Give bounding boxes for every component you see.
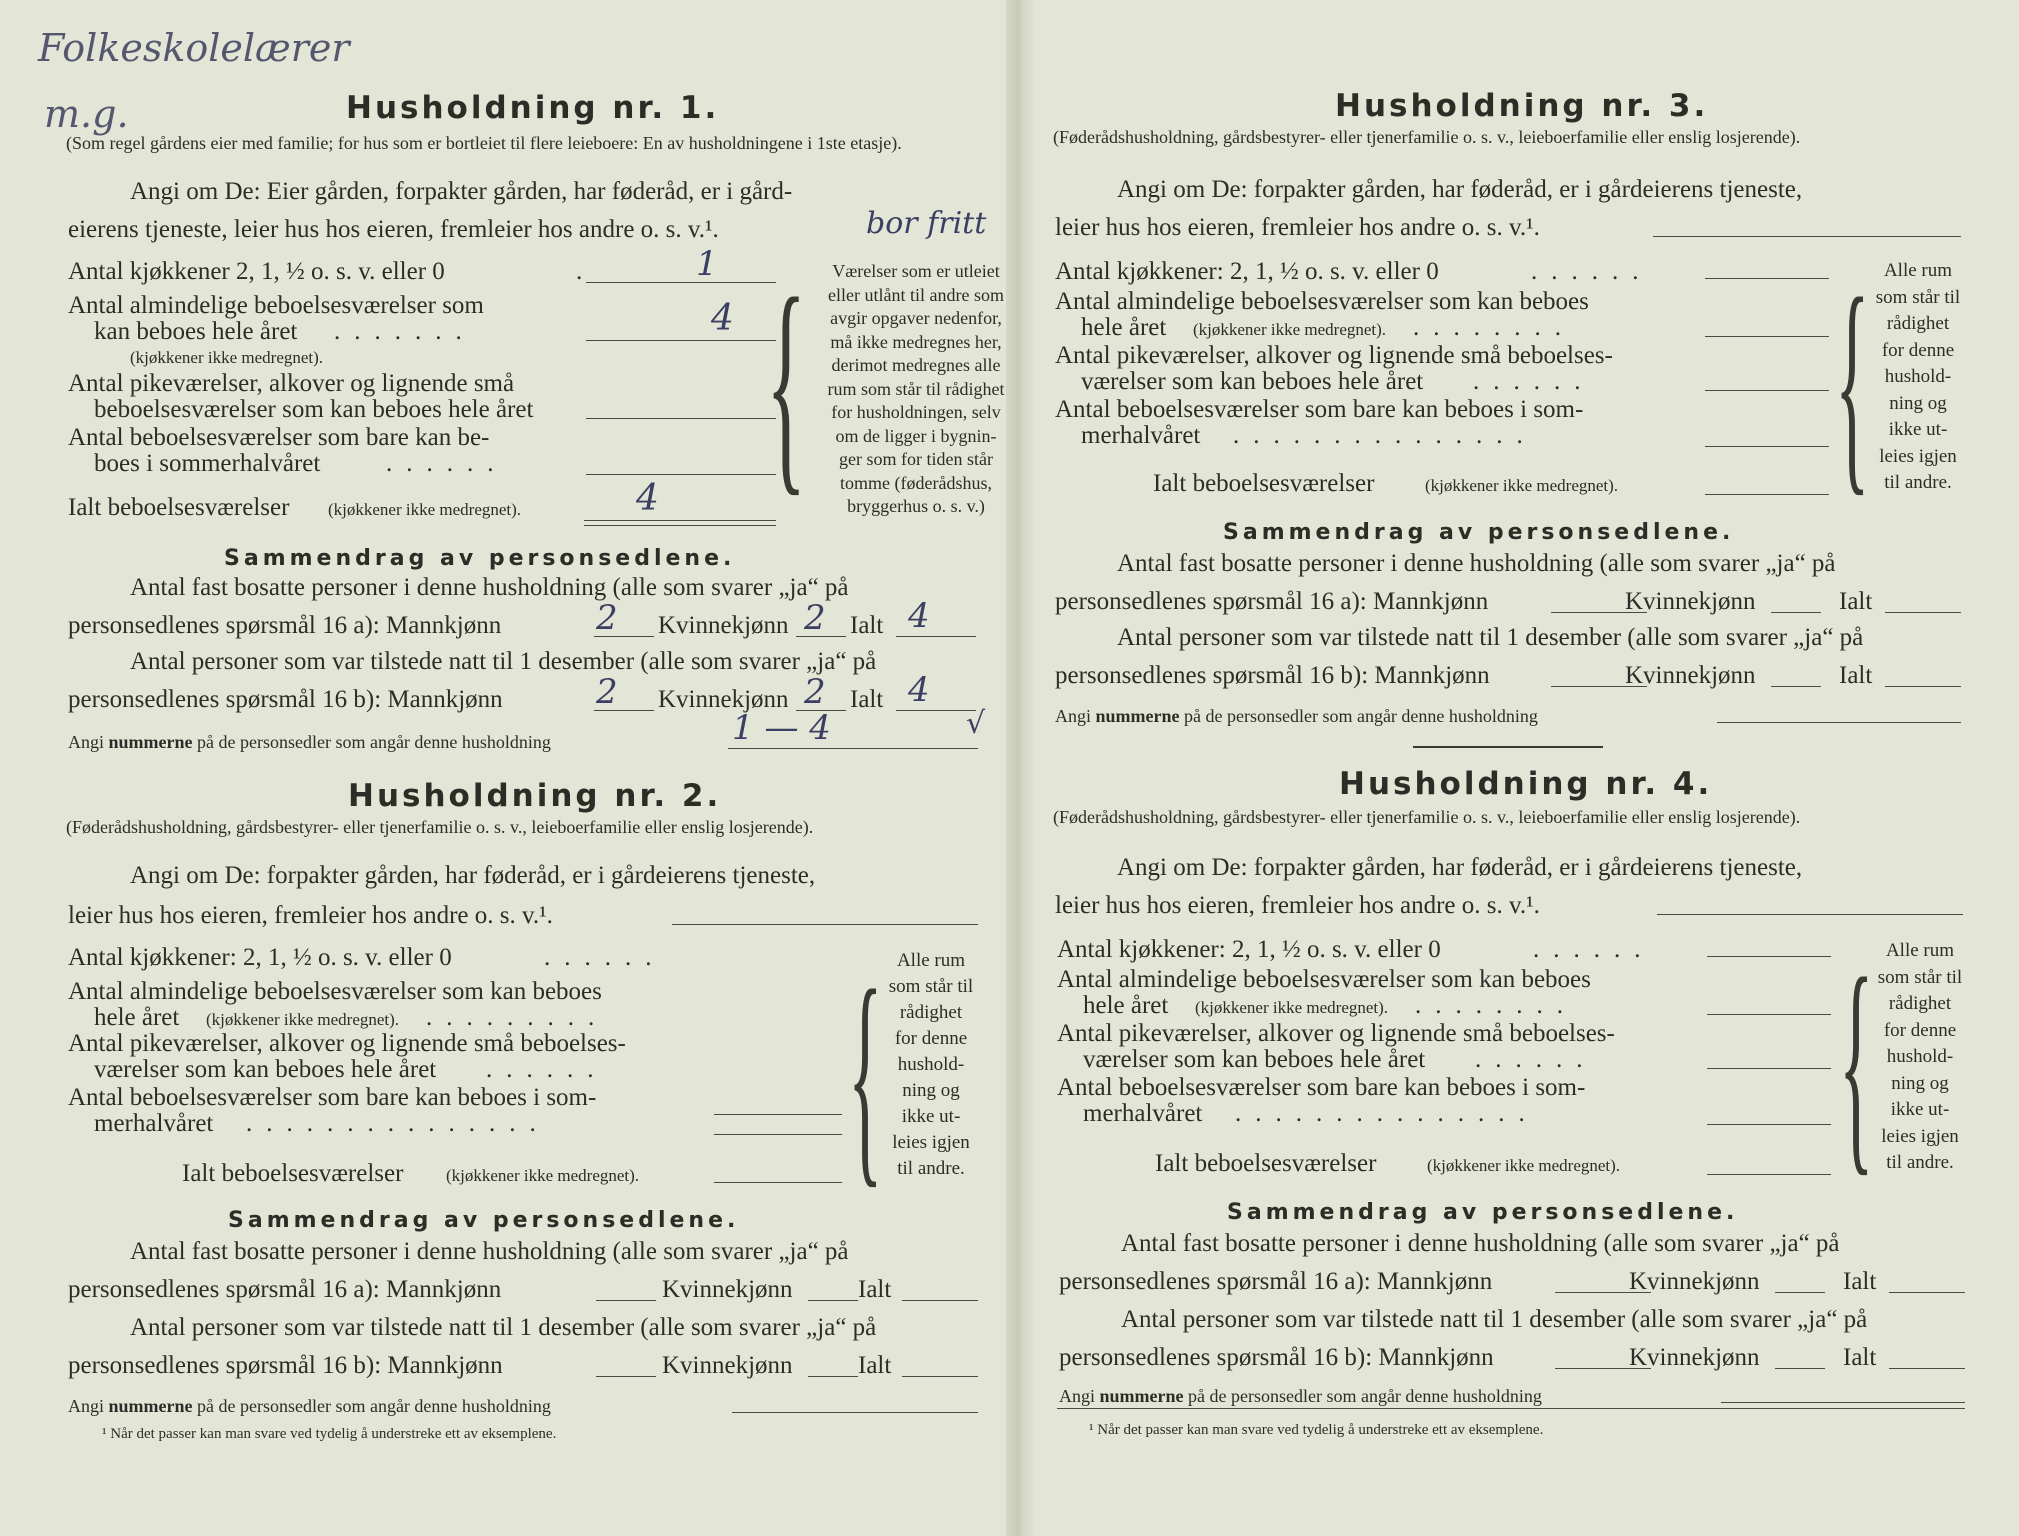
h2-a-female-line [808, 1300, 858, 1301]
h4-a-total-label: Ialt [1843, 1268, 1877, 1295]
h3-a-female-label: Kvinnekjønn [1625, 588, 1756, 615]
h4-nummer-line-2 [1057, 1408, 1965, 1409]
h4-kitchens-dots: ...... [1533, 936, 1655, 963]
h1-summary-a-line2: personsedlenes spørsmål 16 a): Mannkjønn [68, 612, 502, 639]
h4-summary-a-line1: Antal fast bosatte personer i denne husholdning (alle som svarer „ja“ på [1121, 1230, 1840, 1257]
h1-kitchens-dots: . [576, 258, 597, 285]
h1-side-note-line: tomme (føderådshus, [840, 472, 992, 493]
h2-summer-line1: Antal beboelsesværelser som bare kan beboes i som- [68, 1084, 597, 1111]
h4-b-total-label: Ialt [1843, 1344, 1877, 1371]
h1-a-male-value[interactable]: 2 [596, 598, 618, 638]
h2-total-line [714, 1182, 842, 1183]
h4-summer-line [1707, 1124, 1831, 1125]
h1-summer-dots: ...... [386, 450, 508, 477]
h1-total-paren: (kjøkkener ikke medregnet). [328, 500, 522, 519]
h2-side-note-line: ning og [902, 1080, 960, 1101]
h2-summary-title: Sammendrag av personsedlene. [228, 1208, 740, 1233]
h3-summary-b-line1: Antal personer som var tilstede natt til 1 desember (alle som svarer „ja“ på [1117, 624, 1864, 651]
page-fold [1006, 0, 1034, 1536]
h2-nummer-line [732, 1412, 978, 1413]
h4-a-female-line [1775, 1292, 1825, 1293]
h2-side-note-line: Alle rum [896, 950, 966, 971]
h4-a-total-line [1889, 1292, 1965, 1293]
h2-angi-line [672, 924, 978, 925]
h3-angi-line2: leier hus hos eieren, fremleier hos andre o. s. v.¹. [1055, 214, 1540, 241]
h2-b-female-line [808, 1376, 858, 1377]
h2-summary-b-line1: Antal personer som var tilstede natt til 1 desember (alle som svarer „ja“ på [130, 1314, 877, 1341]
h1-side-note-line: derimot medregnes alle [831, 355, 1001, 375]
h3-a-total-label: Ialt [1839, 588, 1873, 615]
h3-title: Husholdning nr. 3. [1335, 88, 1709, 124]
h2-b-total-label: Ialt [858, 1352, 892, 1379]
h2-summer-dots: ............... [246, 1110, 550, 1137]
h1-angi-line2: eierens tjeneste, leier hus hos eieren, fremleier hos andre o. s. v.¹. [68, 216, 719, 243]
h2-small-line1: Antal pikeværelser, alkover og lignende små beboelses- [68, 1030, 626, 1057]
h4-nummer-bold: nummerne [1099, 1386, 1184, 1406]
h4-rooms-line2: hele året [1083, 992, 1169, 1019]
h2-footnote: ¹ Når det passer kan man svare ved tydelig å understreke ett av eksemplene. [102, 1426, 557, 1442]
h2-side-note-line: for denne [894, 1028, 968, 1049]
h1-summary-a-line1: Antal fast bosatte personer i denne husholdning (alle som svarer „ja“ på [130, 574, 849, 601]
h1-side-note-line: for husholdningen, selv [831, 402, 1001, 422]
h1-nummer-label [68, 732, 551, 753]
h3-angi-line1: Angi om De: forpakter gården, har føderåd, er i gårdeierens tjeneste, [1117, 176, 1803, 203]
h2-angi-line1: Angi om De: forpakter gården, har føderåd, er i gårdeierens tjeneste, [130, 862, 816, 889]
h3-small-dots: ...... [1473, 368, 1595, 395]
h2-nummer-label [68, 1396, 551, 1417]
h3-side-note-line: for denne [1881, 339, 1955, 361]
margin-note-initials: m.g. [44, 92, 129, 136]
h1-kitchens-value[interactable]: 1 [696, 244, 718, 284]
h4-summer-line1: Antal beboelsesværelser som bare kan beboes i som- [1057, 1074, 1586, 1101]
h2-summer-line2: merhalvåret [94, 1110, 214, 1137]
h1-b-total-line [896, 710, 976, 711]
h3-side-note-line: til andre. [1884, 472, 1952, 493]
h4-angi-line2: leier hus hos eieren, fremleier hos andre o. s. v.¹. [1055, 892, 1540, 919]
h3-side-note-line: som står til [1875, 286, 1961, 308]
h1-b-total-label: Ialt [850, 686, 884, 713]
h3-small-line2: værelser som kan beboes hele året [1081, 368, 1424, 395]
h1-summer-line1: Antal beboelsesværelser som bare kan be- [68, 424, 490, 451]
h3-side-note-line: ikke ut- [1888, 419, 1948, 440]
h2-a-total-line [902, 1300, 978, 1301]
h3-summer-line1: Antal beboelsesværelser som bare kan beboes i som- [1055, 396, 1584, 423]
h3-angi-line [1653, 236, 1961, 237]
h1-kitchens-label: Antal kjøkkener 2, 1, ½ o. s. v. eller 0 [68, 258, 445, 285]
h3-b-female-label: Kvinnekjønn [1625, 662, 1756, 689]
h3-nummer-line [1717, 722, 1961, 723]
h4-b-female-label: Kvinnekjønn [1629, 1344, 1760, 1371]
h1-title: Husholdning nr. 1. [346, 90, 720, 126]
h2-side-brace: { [848, 941, 883, 1207]
h1-nummer-line [728, 748, 978, 749]
h1-small-rooms-line [586, 418, 776, 419]
h1-summer-line2: boes i sommerhalvåret [94, 450, 321, 477]
h1-summary-b-line1: Antal personer som var tilstede natt til 1 desember (alle som svarer „ja“ på [130, 648, 877, 675]
h4-summer-dots: ............... [1235, 1100, 1539, 1127]
h1-side-note-line: Værelser som er utleiet [832, 261, 1000, 281]
h2-total-label: Ialt beboelsesværelser [182, 1160, 404, 1187]
margin-note-occupation: Folkeskolelærer [38, 26, 350, 70]
h4-nummer-line [1721, 1402, 1965, 1403]
h1-summary-title: Sammendrag av personsedlene. [224, 546, 736, 571]
h3-small-line1: Antal pikeværelser, alkover og lignende små beboelses- [1055, 342, 1613, 369]
h4-nummer-post: på de personsedler som angår denne husholdning [1188, 1386, 1542, 1406]
h1-nummer-pre: Angi [68, 732, 104, 752]
h2-title: Husholdning nr. 2. [348, 778, 722, 814]
h3-b-total-label: Ialt [1839, 662, 1873, 689]
h4-small-line [1707, 1068, 1831, 1069]
h4-summary-title: Sammendrag av personsedlene. [1227, 1200, 1739, 1225]
h4-small-dots: ...... [1475, 1046, 1597, 1073]
h3-summer-line2: merhalvåret [1081, 422, 1201, 449]
h1-rooms-dots: ....... [334, 318, 476, 345]
h1-side-note-line: eller utlånt til andre som [828, 284, 1004, 305]
h1-kitchens-line [586, 282, 776, 283]
h4-rooms-note: (kjøkkener ikke medregnet). [1195, 998, 1389, 1017]
h1-side-note-line: rum som står til rådighet [827, 378, 1005, 399]
h1-nummer-bold: nummerne [108, 732, 193, 752]
h2-summer-line-b [714, 1134, 842, 1135]
h2-note: (Føderådshusholdning, gårdsbestyrer- eller tjenerfamilie o. s. v., leieboerfamilie eller enslig losjerende). [66, 817, 814, 837]
h3-summary-a-line2: personsedlenes spørsmål 16 a): Mannkjønn [1055, 588, 1489, 615]
h1-side-note-line: må ikke medregnes her, [830, 331, 1002, 352]
h3-summer-dots: ............... [1233, 422, 1537, 449]
h3-side-note-line: hushold- [1884, 366, 1952, 387]
h3-side-note-line: Alle rum [1883, 260, 1953, 281]
h3-b-female-line [1771, 686, 1821, 687]
h2-side-note [856, 948, 1006, 1182]
h1-side-note-line: ger som for tiden står [839, 449, 993, 469]
h4-angi-line [1657, 914, 1963, 915]
h1-side-note-line: om de ligger i bygnin- [835, 425, 997, 446]
h4-summary-b-line1: Antal personer som var tilstede natt til 1 desember (alle som svarer „ja“ på [1121, 1306, 1868, 1333]
h1-summary-b-line2: personsedlenes spørsmål 16 b): Mannkjønn [68, 686, 503, 713]
h3-note: (Føderådshusholdning, gårdsbestyrer- eller tjenerfamilie o. s. v., leieboerfamilie eller enslig losjerende). [1053, 127, 1801, 147]
h1-rooms-line1: Antal almindelige beboelsesværelser som [68, 292, 484, 319]
h4-footnote: ¹ Når det passer kan man svare ved tydelig å understreke ett av eksemplene. [1089, 1422, 1544, 1438]
h4-side-note-line: Alle rum [1885, 940, 1955, 961]
h2-b-total-line [902, 1376, 978, 1377]
h2-nummer-pre: Angi [68, 1396, 104, 1416]
h3-rooms-line [1705, 336, 1829, 337]
h2-rooms-line1: Antal almindelige beboelsesværelser som kan beboes [68, 978, 602, 1005]
h3-nummer-pre: Angi [1055, 706, 1091, 726]
h1-a-total-label: Ialt [850, 612, 884, 639]
h3-total-label: Ialt beboelsesværelser [1153, 470, 1375, 497]
h1-rooms-line2: kan beboes hele året [94, 318, 298, 345]
h1-nummer-post: på de personsedler som angår denne husholdning [197, 732, 551, 752]
h1-a-total-value[interactable]: 4 [908, 596, 930, 636]
h2-side-note-line: hushold- [897, 1054, 965, 1075]
h3-nummer-post: på de personsedler som angår denne husholdning [1184, 706, 1538, 726]
h2-a-total-label: Ialt [858, 1276, 892, 1303]
h1-total-line [584, 520, 776, 521]
h2-nummer-bold: nummerne [108, 1396, 193, 1416]
h4-side-note [1845, 938, 1995, 1177]
h4-rooms-line [1707, 1014, 1831, 1015]
h2-summer-line-a [714, 1114, 842, 1115]
h2-side-note-line: som står til [888, 976, 974, 997]
h4-kitchens-line [1707, 956, 1831, 957]
h3-summary-b-line2: personsedlenes spørsmål 16 b): Mannkjønn [1055, 662, 1490, 689]
h4-summary-a-line2: personsedlenes spørsmål 16 a): Mannkjønn [1059, 1268, 1493, 1295]
h3-summary-a-line1: Antal fast bosatte personer i denne husholdning (alle som svarer „ja“ på [1117, 550, 1836, 577]
h3-summer-line [1705, 446, 1829, 447]
h3-kitchens-line [1705, 278, 1829, 279]
h4-side-note-line: for denne [1883, 1019, 1957, 1041]
h2-rooms-note: (kjøkkener ikke medregnet). [206, 1010, 400, 1029]
h3-h4-separator [1413, 746, 1603, 748]
h4-total-line [1707, 1174, 1831, 1175]
h3-total-line [1705, 494, 1829, 495]
h3-nummer-bold: nummerne [1095, 706, 1180, 726]
h1-angi-line1: Angi om De: Eier gården, forpakter gården, har føderåd, er i gård- [130, 178, 793, 205]
h1-b-female-label: Kvinnekjønn [658, 686, 789, 713]
h2-side-note-line: til andre. [897, 1158, 965, 1179]
h1-b-total-value[interactable]: 4 [908, 670, 930, 710]
h1-note: (Som regel gårdens eier med familie; for hus som er bortleiet til flere leieboere: En av husholdningene i 1ste etasje). [66, 133, 902, 153]
h2-summary-a-line1: Antal fast bosatte personer i denne husholdning (alle som svarer „ja“ på [130, 1238, 849, 1265]
h1-b-male-value[interactable]: 2 [596, 672, 618, 712]
h1-side-note-line: avgir opgaver nedenfor, [830, 308, 1002, 328]
h2-small-line2: værelser som kan beboes hele året [94, 1056, 437, 1083]
h4-side-note-line: leies igjen [1881, 1125, 1959, 1147]
h4-side-note-line: hushold- [1886, 1046, 1954, 1067]
h1-small-rooms-line2: beboelsesværelser som kan beboes hele året [94, 396, 534, 423]
h1-a-female-label: Kvinnekjønn [658, 612, 789, 639]
h2-b-male-line [596, 1376, 656, 1377]
h1-summer-line [586, 474, 776, 475]
h1-side-note-line: bryggerhus o. s. v.) [847, 496, 985, 516]
h4-side-note-line: ikke ut- [1890, 1099, 1950, 1120]
h4-nummer-label [1059, 1386, 1542, 1407]
h4-summer-line2: merhalvåret [1083, 1100, 1203, 1127]
h2-rooms-line2: hele året [94, 1004, 180, 1031]
h2-small-dots: ...... [486, 1056, 608, 1083]
h4-side-note-line: rådighet [1888, 993, 1952, 1014]
h1-total-line-2 [584, 525, 776, 526]
h3-side-note [1843, 258, 1993, 497]
h1-small-rooms-line1: Antal pikeværelser, alkover og lignende små [68, 370, 515, 397]
h4-rooms-dots: ........ [1415, 992, 1577, 1019]
h2-b-female-label: Kvinnekjønn [662, 1352, 793, 1379]
h4-side-brace: { [1839, 929, 1874, 1195]
h4-b-total-line [1889, 1368, 1965, 1369]
h3-side-note-line: rådighet [1886, 313, 1950, 334]
h3-side-note-line: leies igjen [1879, 445, 1957, 467]
h3-b-total-line [1885, 686, 1961, 687]
h1-a-female-value[interactable]: 2 [804, 598, 826, 638]
h3-rooms-line2: hele året [1081, 314, 1167, 341]
h1-total-label: Ialt beboelsesværelser [68, 494, 290, 521]
h4-side-note-line: ning og [1891, 1072, 1949, 1094]
h1-rooms-note: (kjøkkener ikke medregnet). [130, 348, 324, 367]
h2-angi-line2: leier hus hos eieren, fremleier hos andre o. s. v.¹. [68, 902, 553, 929]
h1-total-value[interactable]: 4 [636, 478, 659, 519]
h1-b-female-value[interactable]: 2 [804, 672, 826, 712]
h3-a-total-line [1885, 612, 1961, 613]
h2-kitchens-label: Antal kjøkkener: 2, 1, ½ o. s. v. eller 0 [68, 944, 452, 971]
h4-total-label: Ialt beboelsesværelser [1155, 1150, 1377, 1177]
h4-small-line2: værelser som kan beboes hele året [1083, 1046, 1426, 1073]
h3-side-brace: { [1835, 249, 1870, 515]
h1-nummer-value[interactable]: 1 — 4 [732, 708, 831, 748]
h3-rooms-dots: ........ [1413, 314, 1575, 341]
h3-total-paren: (kjøkkener ikke medregnet). [1425, 476, 1619, 495]
h1-rooms-line [586, 340, 776, 341]
h3-rooms-line1: Antal almindelige beboelsesværelser som kan beboes [1055, 288, 1589, 315]
h4-side-note-line: som står til [1877, 966, 1963, 988]
h2-a-male-line [596, 1300, 656, 1301]
h4-title: Husholdning nr. 4. [1339, 766, 1713, 802]
h2-summary-b-line2: personsedlenes spørsmål 16 b): Mannkjønn [68, 1352, 503, 1379]
h4-note: (Føderådshusholdning, gårdsbestyrer- eller tjenerfamilie o. s. v., leieboerfamilie eller enslig losjerende). [1053, 807, 1801, 827]
h3-kitchens-label: Antal kjøkkener: 2, 1, ½ o. s. v. eller 0 [1055, 258, 1439, 285]
h4-nummer-pre: Angi [1059, 1386, 1095, 1406]
h3-nummer-label [1055, 706, 1538, 727]
h4-angi-line1: Angi om De: forpakter gården, har føderåd, er i gårdeierens tjeneste, [1117, 854, 1803, 881]
h2-side-note-line: ikke ut- [901, 1106, 961, 1127]
h4-rooms-line1: Antal almindelige beboelsesværelser som kan beboes [1057, 966, 1591, 993]
h2-total-paren: (kjøkkener ikke medregnet). [446, 1166, 640, 1185]
h4-side-note-line: til andre. [1886, 1152, 1954, 1173]
h1-angi-answer[interactable]: bor fritt [866, 206, 987, 241]
h4-a-female-label: Kvinnekjønn [1629, 1268, 1760, 1295]
h1-a-total-line [896, 636, 976, 637]
h4-kitchens-label: Antal kjøkkener: 2, 1, ½ o. s. v. eller 0 [1057, 936, 1441, 963]
h1-side-note [796, 260, 1036, 519]
h3-kitchens-dots: ...... [1531, 258, 1653, 285]
h4-total-paren: (kjøkkener ikke medregnet). [1427, 1156, 1621, 1175]
h3-a-female-line [1771, 612, 1821, 613]
h2-nummer-post: på de personsedler som angår denne husholdning [197, 1396, 551, 1416]
h3-summary-title: Sammendrag av personsedlene. [1223, 520, 1735, 545]
h2-a-female-label: Kvinnekjønn [662, 1276, 793, 1303]
h3-side-note-line: ning og [1889, 392, 1947, 414]
h2-summary-a-line2: personsedlenes spørsmål 16 a): Mannkjønn [68, 1276, 502, 1303]
h4-b-female-line [1775, 1368, 1825, 1369]
h2-rooms-dots: ......... [426, 1004, 609, 1031]
h2-kitchens-dots: ...... [544, 944, 666, 971]
h1-rooms-value[interactable]: 4 [711, 298, 734, 339]
h2-side-note-line: rådighet [899, 1002, 963, 1023]
h4-summary-b-line2: personsedlenes spørsmål 16 b): Mannkjønn [1059, 1344, 1494, 1371]
h3-small-line [1705, 390, 1829, 391]
h1-check-mark: √ [966, 706, 986, 741]
h3-rooms-note: (kjøkkener ikke medregnet). [1193, 320, 1387, 339]
h4-small-line1: Antal pikeværelser, alkover og lignende små beboelses- [1057, 1020, 1615, 1047]
h1-side-brace: { [766, 249, 807, 515]
h2-side-note-line: leies igjen [892, 1132, 970, 1153]
